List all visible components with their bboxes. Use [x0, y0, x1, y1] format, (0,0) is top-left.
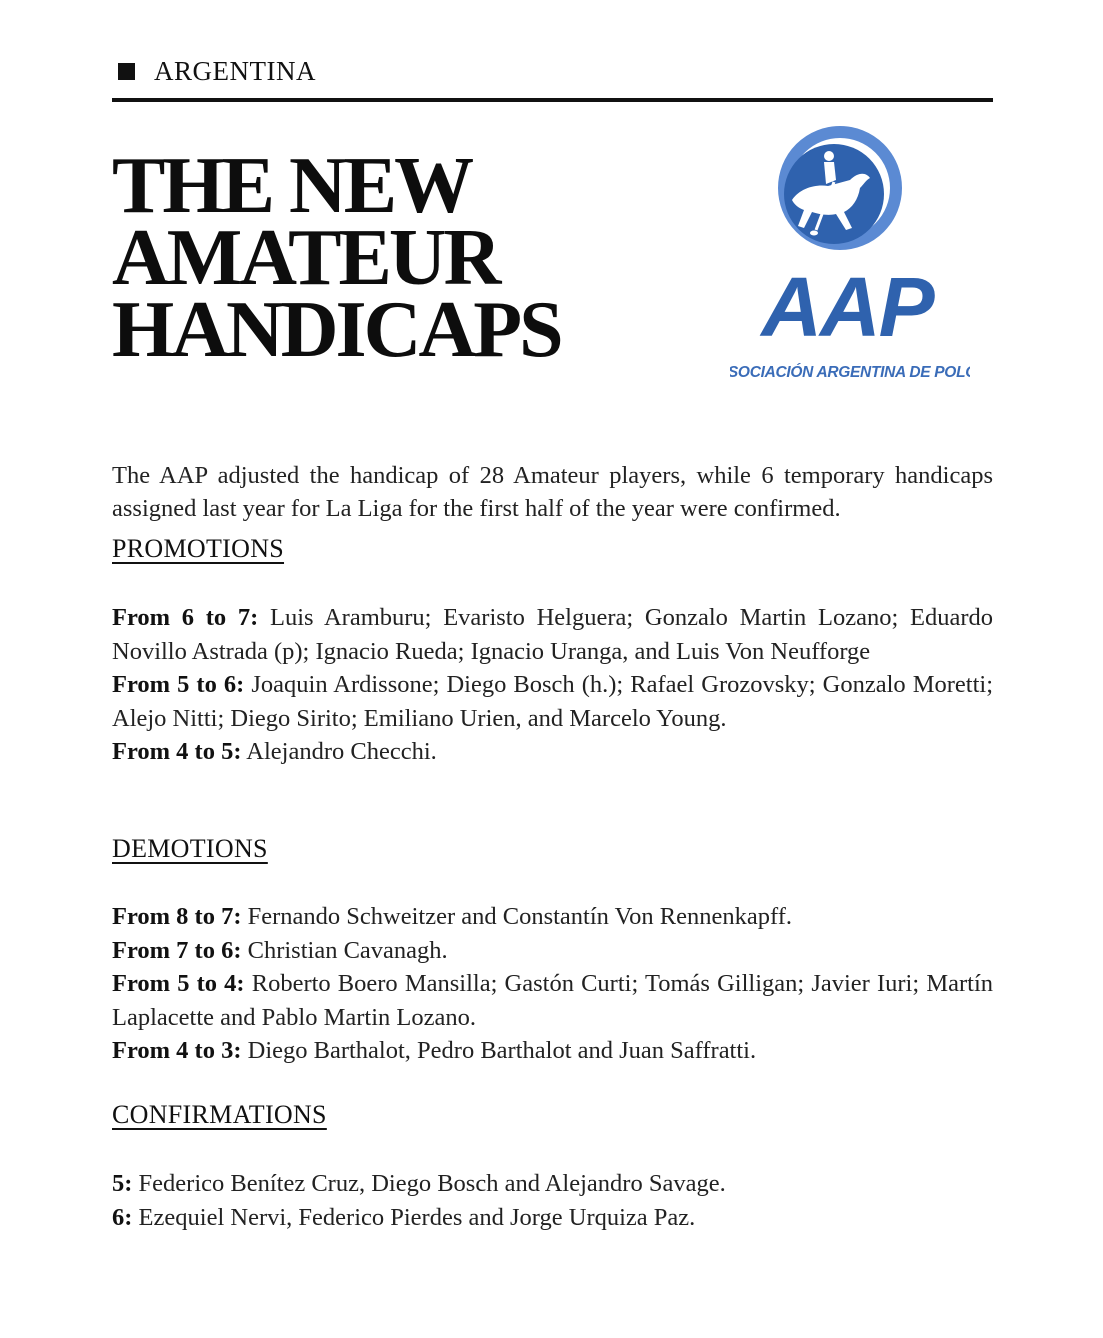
- promotion-names: Alejandro Checchi.: [241, 738, 437, 765]
- demotion-item: [112, 1034, 993, 1068]
- title-line-3: HANDICAPS: [112, 286, 561, 374]
- promotion-item: [112, 601, 993, 668]
- confirmations-heading: CONFIRMATIONS: [112, 1100, 327, 1129]
- promotion-label: From 4 to 5:: [112, 738, 242, 765]
- demotion-label: From 4 to 3:: [112, 1037, 242, 1064]
- confirmation-names: Ezequiel Nervi, Federico Pierdes and Jorge Urquiza Paz.: [132, 1203, 696, 1231]
- promotion-label: From 6 to 7:: [112, 604, 259, 631]
- promotion-names: Joaquin Ardissone; Diego Bosch (h.); Rafael Grozovsky; Gonzalo Moretti; Alejo Nitti; Diego Sirito; Emiliano Urien, and Marcelo Young.: [112, 671, 993, 732]
- section-tag: [112, 56, 316, 87]
- confirmation-item: [112, 1167, 993, 1201]
- demotions-heading: DEMOTIONS: [112, 834, 268, 863]
- demotion-names: Fernando Schweitzer and Constantín Von Rennenkapff.: [241, 903, 792, 930]
- demotion-names: Christian Cavanagh.: [241, 936, 448, 964]
- confirmation-item: [112, 1201, 993, 1235]
- demotion-names: Roberto Boero Mansilla; Gastón Curti; Tomás Gilligan; Javier Iuri; Martín Laplacette and Pablo Martin Lozano.: [112, 970, 994, 1031]
- demotion-label: From 5 to 4:: [112, 970, 245, 997]
- promotion-names: Luis Aramburu; Evaristo Helguera; Gonzalo Martin Lozano; Eduardo Novillo Astrada (p); Ignacio Rueda; Ignacio Uranga, and Luis Von Neufforge: [112, 604, 994, 665]
- square-bullet-icon: [118, 63, 135, 80]
- confirmation-label: 5:: [112, 1170, 133, 1197]
- title-line-1: THE NEW: [112, 142, 472, 230]
- logo-acronym: AAP: [761, 260, 933, 354]
- demotion-names: Diego Barthalot, Pedro Barthalot and Juan Saffratti.: [241, 1037, 757, 1064]
- promotion-item: [112, 668, 993, 735]
- demotions-list: [112, 900, 993, 1068]
- promotions-heading: PROMOTIONS: [112, 534, 285, 563]
- header-rule: [112, 98, 993, 102]
- confirmations-list: [112, 1167, 993, 1234]
- title-line-2: AMATEUR: [112, 214, 499, 302]
- promotion-label: From 5 to 6:: [112, 671, 245, 698]
- intro-paragraph: The AAP adjusted the handicap of 28 Amateur players, while 6 temporary handicaps assigned last year for La Liga for the first half of the year were confirmed.: [112, 461, 993, 522]
- promotion-item: [112, 735, 993, 769]
- demotion-label: From 8 to 7:: [112, 903, 242, 930]
- logo-full-name: ASOCIACIÓN ARGENTINA DE POLO: [730, 364, 970, 381]
- section-label: ARGENTINA: [154, 56, 316, 86]
- demotion-item: [112, 900, 993, 934]
- aap-logo: [730, 122, 970, 387]
- promotions-list: [112, 601, 993, 769]
- confirmation-label: 6:: [112, 1203, 133, 1231]
- confirmation-names: Federico Benítez Cruz, Diego Bosch and Alejandro Savage.: [132, 1170, 726, 1197]
- article-title: [112, 142, 672, 374]
- demotion-label: From 7 to 6:: [112, 936, 242, 964]
- demotion-item: [112, 967, 993, 1034]
- demotion-item: [112, 934, 993, 968]
